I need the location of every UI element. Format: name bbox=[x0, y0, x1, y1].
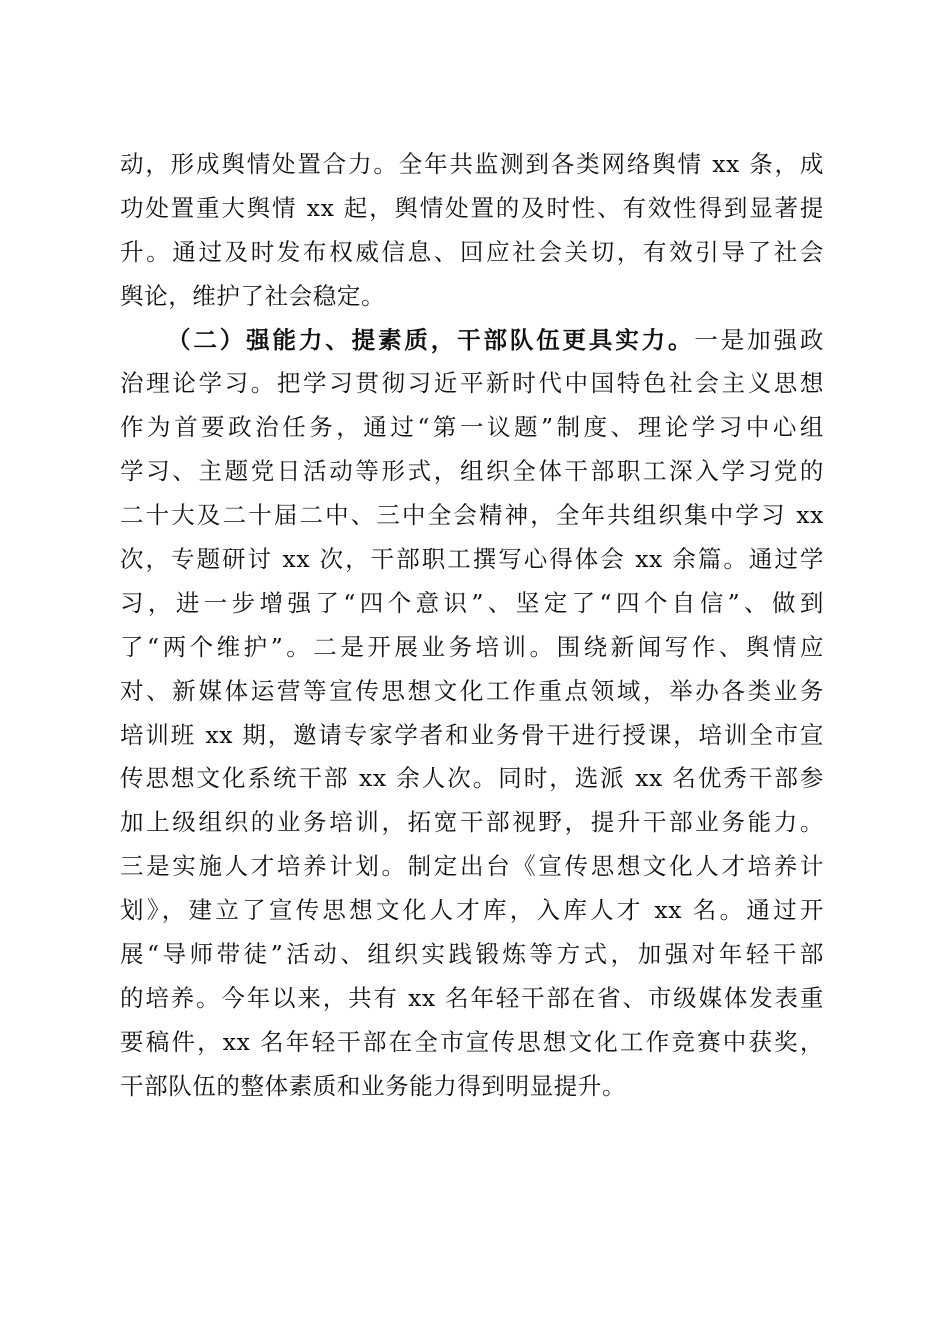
text-line: 学习、主题党日活动等形式，组织全体干部职工深入学习党的 bbox=[120, 457, 824, 486]
text-line: 划》，建立了宣传思想文化人才库，入库人才 xx 名。通过开 bbox=[120, 896, 824, 925]
section-heading: （二）强能力、提素质，干部队伍更具实力。 bbox=[167, 325, 695, 354]
text-line: 干部队伍的整体素质和业务能力得到明显提升。 bbox=[120, 1071, 627, 1100]
text-line: 的培养。今年以来，共有 xx 名年轻干部在省、市级媒体发表重 bbox=[120, 983, 824, 1012]
section-heading-line bbox=[120, 319, 824, 363]
text-line: 习，进一步增强了“四个意识”、坚定了“四个自信”、做到 bbox=[120, 588, 824, 617]
document-page bbox=[120, 143, 824, 1109]
text-line: 功处置重大舆情 xx 起，舆情处置的及时性、有效性得到显著提 bbox=[120, 193, 824, 222]
text-line: 作为首要政治任务，通过“第一议题”制度、理论学习中心组 bbox=[120, 413, 824, 442]
text-line: 展“导师带徒”活动、组织实践锻炼等方式，加强对年轻干部 bbox=[120, 940, 824, 969]
text-line: 了“两个维护”。二是开展业务培训。围绕新闻写作、舆情应 bbox=[120, 632, 824, 661]
text-line: 传思想文化系统干部 xx 余人次。同时，选派 xx 名优秀干部参 bbox=[120, 764, 824, 793]
text-line: 要稿件，xx 名年轻干部在全市宣传思想文化工作竞赛中获奖， bbox=[120, 1027, 824, 1056]
text-line: 升。通过及时发布权威信息、回应社会关切，有效引导了社会 bbox=[120, 237, 824, 266]
text-line: 对、新媒体运营等宣传思想文化工作重点领域，举办各类业务 bbox=[120, 676, 824, 705]
text-line: 加上级组织的业务培训，拓宽干部视野，提升干部业务能力。 bbox=[120, 808, 824, 837]
text-run: 一是加强政 bbox=[694, 325, 825, 354]
text-line: 二十大及二十届二中、三中全会精神，全年共组织集中学习 xx bbox=[120, 501, 824, 530]
text-line: 培训班 xx 期，邀请专家学者和业务骨干进行授课，培训全市宣 bbox=[120, 720, 824, 749]
text-line: 舆论，维护了社会稳定。 bbox=[120, 281, 386, 310]
text-line: 治理论学习。把学习贯彻习近平新时代中国特色社会主义思想 bbox=[120, 369, 824, 398]
text-line: 次，专题研讨 xx 次，干部职工撰写心得体会 xx 余篇。通过学 bbox=[120, 545, 824, 574]
text-line: 三是实施人才培养计划。制定出台《宣传思想文化人才培养计 bbox=[120, 852, 824, 881]
text-line: 动，形成舆情处置合力。全年共监测到各类网络舆情 xx 条，成 bbox=[120, 150, 824, 178]
